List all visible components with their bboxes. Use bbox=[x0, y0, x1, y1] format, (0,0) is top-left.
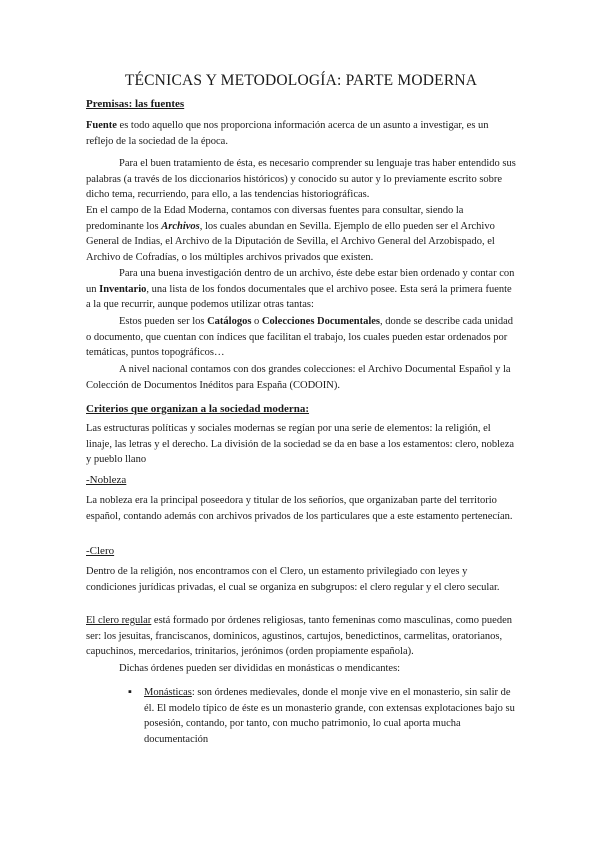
term-fuente: Fuente bbox=[86, 120, 117, 131]
paragraph-fuente: Fuente es todo aquello que nos proporciona información acerca de un asunto a investigar, es un reflejo de la sociedad de la época. bbox=[86, 120, 489, 147]
list-item-monasticas: ▪ Monásticas: son órdenes medievales, donde el monje vive en el monasterio, sin salir de él. El modelo típico de éste es un monasterio grande, con extensas explotaciones bajo su posesión, contando, por tanto, con mucho patrimonio, lo cual aporta mucha documentación bbox=[128, 686, 515, 745]
subheading-clero: -Clero bbox=[86, 545, 115, 557]
paragraph-clero-regular: El clero regular está formado por órdenes religiosas, tanto femeninas como masculinas, como pueden ser: los jesuitas, franciscanos, dominicos, agustinos, cartujos, benedictinos, carmelitas, oratorianos, capuchinos, mercedarios, trinitarios, jerónimos (orden propiamente española). bbox=[86, 615, 512, 657]
paragraph-nobleza: La nobleza era la principal poseedora y titular de los señoríos, que organizaban parte del territorio español, contando además con archivos privados de los particulares que a este estamento pertenecían. bbox=[86, 495, 513, 522]
term-clero-regular: El clero regular bbox=[86, 615, 152, 626]
paragraph-tratamiento: Para el buen tratamiento de ésta, es necesario comprender su lenguaje tras haber entendido sus palabras (a través de los diccionarios históricos) y conocido su autor y lo previamente escrito sobre dicho tema, recurriendo, para ello, a las tendencias historiográficas. bbox=[86, 158, 516, 200]
paragraph-ordenes: Dichas órdenes pueden ser divididas en monásticas o mendicantes: bbox=[119, 663, 401, 674]
section-heading-premisas: Premisas: las fuentes bbox=[86, 98, 185, 110]
subheading-nobleza: -Nobleza bbox=[86, 474, 127, 486]
paragraph-clero: Dentro de la religión, nos encontramos con el Clero, un estamento privilegiado con leyes y condiciones jurídicas privadas, el cual se organiza en subgrupos: el clero regular y el clero secular. bbox=[86, 566, 500, 593]
paragraph-nivel-nacional: A nivel nacional contamos con dos grandes colecciones: el Archivo Documental Español y la Colección de Documentos Inéditos para España (CODOIN). bbox=[86, 364, 511, 391]
term-monasticas: Monásticas bbox=[144, 687, 192, 698]
term-archivos: Archivos bbox=[161, 220, 200, 232]
bullet-icon: ▪ bbox=[128, 686, 132, 698]
term-inventario: Inventario bbox=[99, 283, 147, 295]
paragraph-inventario: Para una buena investigación dentro de un archivo, éste debe estar bien ordenado y contar con un Inventario, una lista de los fondos documentales que el archivo posee. Esta será la primera fuente a la que recurrir, aunque podemos utilizar otras tantas: bbox=[86, 268, 515, 310]
term-colecciones: Colecciones Documentales bbox=[261, 316, 381, 327]
page-title: TÉCNICAS Y METODOLOGÍA: PARTE MODERNA bbox=[124, 72, 478, 89]
section-heading-criterios: Criterios que organizan a la sociedad moderna: bbox=[86, 403, 310, 415]
term-catalogos: Catálogos bbox=[207, 316, 252, 327]
paragraph-estructuras: Las estructuras políticas y sociales modernas se regían por una serie de elementos: la religión, el linaje, las letras y el derecho. La división de la sociedad se da en base a los estamentos: clero, nobleza y pueblo llano bbox=[86, 423, 515, 465]
paragraph-catalogos: Estos pueden ser los Catálogos o Colecciones Documentales, donde se describe cada unidad o documento, que cuentan con índices que facilitan el trabajo, los cuales pueden estar ordenados por temáticas, puntos topográficos… bbox=[86, 316, 513, 358]
paragraph-archivos: En el campo de la Edad Moderna, contamos con diversas fuentes para consultar, siendo la predominante los Archivos, los cuales abundan en Sevilla. Ejemplo de ello pueden ser el Archivo General de Indias, el Archivo de la Diputación de Sevilla, el Archivo General del Arzobispado, el Archivo de Cofradías, o los múltiples archivos privados que existen. bbox=[86, 205, 495, 263]
